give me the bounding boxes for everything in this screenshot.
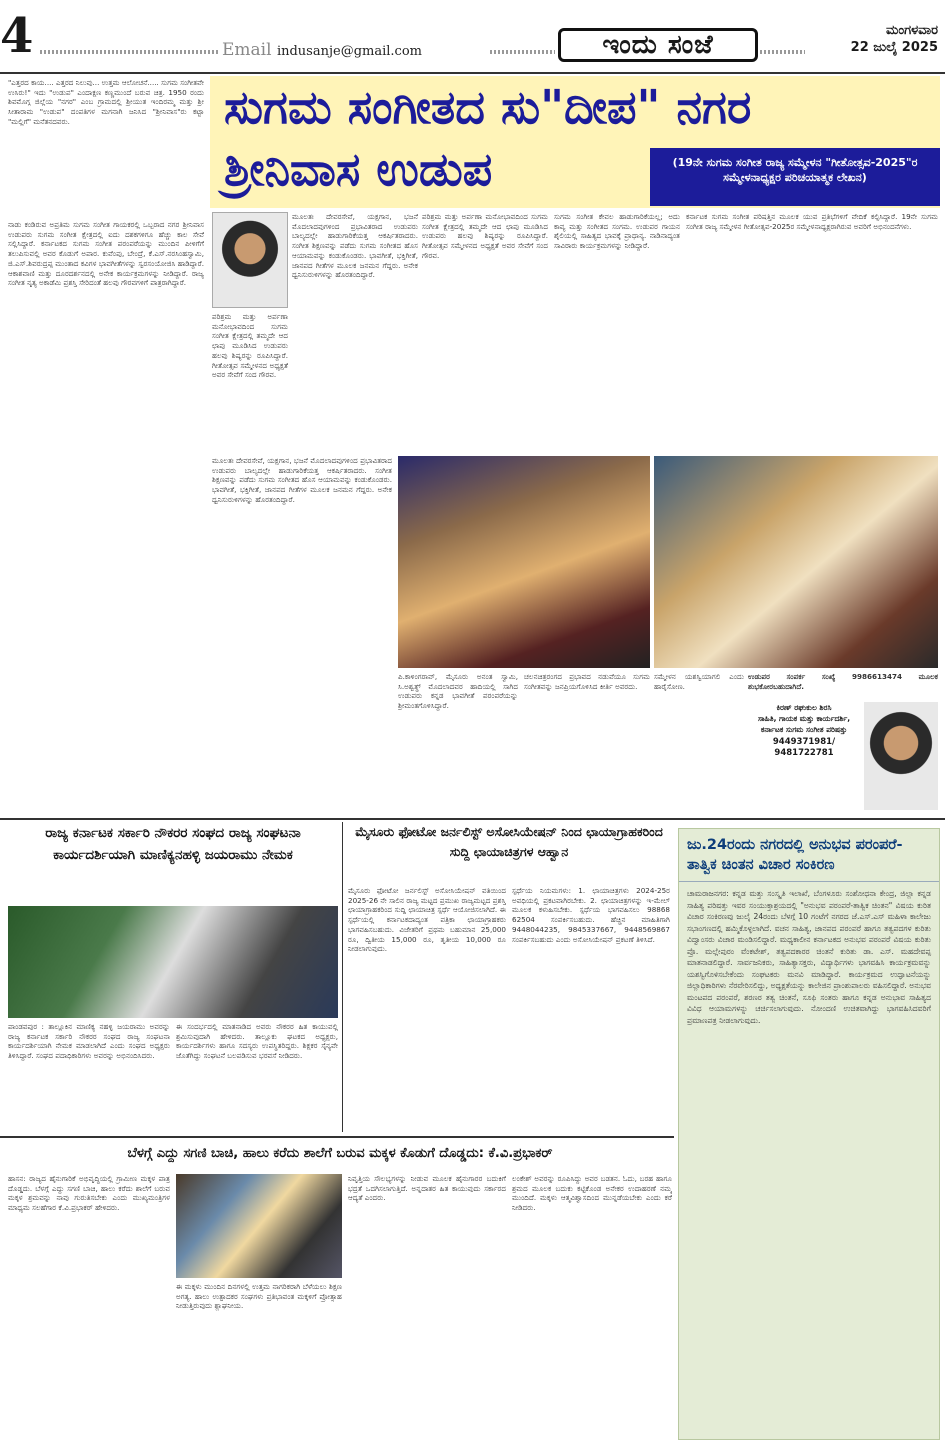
- photo-contest-column-2: ಸ್ಪರ್ಧೆಯ ನಿಯಮಗಳು: 1. ಛಾಯಾಚಿತ್ರಗಳು 2024-25ರ ಅವಧಿಯಲ್ಲಿ ಪ್ರಕಟವಾಗಿರಬೇಕು. 2. ಛಾಯಾಚಿತ್ರಗಳನ್ನು ಇ-ಮೇಲ್ ಮೂಲಕ ಕಳುಹಿಸಬೇಕು. ಸ್ಪರ್ಧೆಯ ಭಾಗವಹಿಸಲು 98868 62504 ಸಂಪರ್ಕಿಸಬಹುದು. ಹೆಚ್ಚಿನ ಮಾಹಿತಿಗಾಗಿ 9448044235, 9845337667, 9448569867 ಸಂಪರ್ಕಿಸಬಹುದು ಎಂದು ಅಸೋಸಿಯೇಷನ್ ಪ್ರಕಟಣೆ ತಿಳಿಸಿದೆ.: [512, 886, 670, 944]
- event-photo-2: [654, 456, 938, 668]
- author-role: ಸಾಹಿತಿ, ಗಾಯಕ ಮತ್ತು ಕಾರ್ಯದರ್ಶಿ, ಕರ್ನಾಟಕ ಸುಗಮ ಸಂಗೀತ ಪರಿಷತ್ತು: [757, 714, 851, 734]
- union-photo: [8, 906, 338, 1018]
- lead-column-4: ಸುಗಮ ಸಂಗೀತ ಕೇವಲ ಹಾಡುಗಾರಿಕೆಯಲ್ಲ; ಅದು ಕಾವ್ಯ ಮತ್ತು ಸಂಗೀತದ ಸಂಗಮ. ಉಡುಪರ ಗಾಯನ ಶೈಲಿಯಲ್ಲಿ ಸಾಹಿತ್ಯದ ಭಾವಕ್ಕೆ ಪ್ರಾಧಾನ್ಯ. ನಾಡಿನಾದ್ಯಂತ ಸಾವಿರಾರು ಕಾರ್ಯಕ್ರಮಗಳನ್ನು ನೀಡಿದ್ದಾರೆ.: [554, 212, 680, 251]
- under-photo-mid: ಚಲನಚಿತ್ರರಂಗದ ಪ್ರಭಾವದ ನಡುವೆಯೂ ಸುಗಮ ಸಂಗೀತವನ್ನು ಜನಪ್ರಿಯಗೊಳಿಸಿದ ಕೀರ್ತಿ ಅವರದು.: [524, 672, 650, 691]
- lead-column-3: ಪರಿಶ್ರಮ ಮತ್ತು ಅರ್ಪಣಾ ಮನೋಭಾವದಿಂದ ಸುಗಮ ಸಂಗೀತ ಕ್ಷೇತ್ರದಲ್ಲಿ ತಮ್ಮದೇ ಆದ ಛಾಪು ಮೂಡಿಸಿದ ಉಡುಪರು ಹಲವು ಶಿಷ್ಯರನ್ನು ರೂಪಿಸಿದ್ದಾರೆ. ಗೀತೋತ್ಸವ ಸಮ್ಮೇಳನದ ಅಧ್ಯಕ್ಷತೆ ಅವರ ಸೇವೆಗೆ ಸಂದ ಗೌರವ.: [422, 212, 548, 260]
- lead-column-5: ಕರ್ನಾಟಕ ಸುಗಮ ಸಂಗೀತ ಪರಿಷತ್ತಿನ ಮೂಲಕ ಯುವ ಪ್ರತಿಭೆಗಳಿಗೆ ವೇದಿಕೆ ಕಲ್ಪಿಸಿದ್ದಾರೆ. 19ನೇ ಸುಗಮ ಸಂಗೀತ ರಾಜ್ಯ ಸಮ್ಮೇಳನ ಗೀತೋತ್ಸವ-2025ರ ಸಮ್ಮೇಳನಾಧ್ಯಕ್ಷರಾಗಿರುವ ಅವರಿಗೆ ಅಭಿನಂದನೆಗಳು.: [686, 212, 938, 231]
- section-divider: [0, 1136, 674, 1138]
- lead-column-1: ನಾಡು ಕಂಡಿರುವ ಅಪ್ರತಿಮ ಸುಗಮ ಸಂಗೀತ ಗಾಯಕರಲ್ಲಿ ಒಬ್ಬರಾದ ನಗರ ಶ್ರೀನಿವಾಸ ಉಡುಪರು ಸುಗಮ ಸಂಗೀತ ಕ್ಷೇತ್ರದಲ್ಲಿ ಐದು ದಶಕಗಳಿಗೂ ಹೆಚ್ಚು ಕಾಲ ಸೇವೆ ಸಲ್ಲಿಸಿದ್ದಾರೆ. ಕರ್ನಾಟಕದ ಸುಗಮ ಸಂಗೀತ ಪರಂಪರೆಯನ್ನು ಮುಂದಿನ ಪೀಳಿಗೆಗೆ ತಲುಪಿಸುವಲ್ಲಿ ಅವರ ಕೊಡುಗೆ ಅಪಾರ. ಕುವೆಂಪು, ಬೇಂದ್ರೆ, ಕೆ.ಎಸ್.ನರಸಿಂಹಸ್ವಾಮಿ, ಜಿ.ಎಸ್.ಶಿವರುದ್ರಪ್ಪ ಮುಂತಾದ ಕವಿಗಳ ಭಾವಗೀತೆಗಳನ್ನು ಸ್ವರಸಂಯೋಜಿಸಿ ಹಾಡಿದ್ದಾರೆ. ಆಕಾಶವಾಣಿ ಮತ್ತು ದೂರದರ್ಶನದಲ್ಲಿ ಅನೇಕ ಕಾರ್ಯಕ್ರಮಗಳನ್ನು ನೀಡಿದ್ದಾರೆ. ರಾಜ್ಯ ಸಂಗೀತ ನೃತ್ಯ ಅಕಾಡೆಮಿ ಪ್ರಶಸ್ತಿ ಸೇರಿದಂತೆ ಹಲವು ಗೌರವಗಳಿಗೆ ಪಾತ್ರರಾಗಿದ್ದಾರೆ.: [8, 220, 204, 288]
- lead-column-mid: ಮೂಲತಃ ದೇವರಸೇವೆ, ಯಕ್ಷಗಾನ, ಭಜನೆ ಮೊದಲಾದವುಗಳಿಂದ ಪ್ರಭಾವಿತರಾದ ಉಡುಪರು ಬಾಲ್ಯದಲ್ಲೇ ಹಾಡುಗಾರಿಕೆಯತ್ತ ಆಕರ್ಷಿತರಾದರು. ಸಂಗೀತ ಶಿಕ್ಷಣವನ್ನು ಪಡೆದು ಸುಗಮ ಸಂಗೀತದ ಹೊಸ ಆಯಾಮವನ್ನು ಕಂಡುಕೊಂಡರು. ಭಾವಗೀತೆ, ಭಕ್ತಿಗೀತೆ, ಜಾನಪದ ಗೀತೆಗಳ ಮೂಲಕ ಜನಮನ ಗೆದ್ದರು. ಅನೇಕ ಧ್ವನಿಸುರುಳಿಗಳನ್ನು ಹೊರತಂದಿದ್ದಾರೆ.: [212, 456, 392, 504]
- header-rule: [40, 50, 220, 54]
- milk-column-1: ಹಾಸನ: ರಾಜ್ಯದ ಹೈನುಗಾರಿಕೆ ಅಭಿವೃದ್ಧಿಯಲ್ಲಿ ಗ್ರಾಮೀಣ ಮಕ್ಕಳ ಪಾತ್ರ ದೊಡ್ಡದು. ಬೆಳಗ್ಗೆ ಎದ್ದು ಸಗಣಿ ಬಾಚಿ, ಹಾಲು ಕರೆದು ಶಾಲೆಗೆ ಬರುವ ಮಕ್ಕಳ ಶ್ರಮವನ್ನು ನಾವು ಗುರುತಿಸಬೇಕು ಎಂದು ಮುಖ್ಯಮಂತ್ರಿಗಳ ಮಾಧ್ಯಮ ಸಲಹೆಗಾರ ಕೆ.ವಿ.ಪ್ರಭಾಕರ್ ಹೇಳಿದರು.: [8, 1174, 170, 1213]
- date-label: 22 ಜುಲೈ 2025: [850, 40, 938, 55]
- header-rule: [760, 50, 805, 54]
- lead-column-2: ಮೂಲತಃ ದೇವರಸೇವೆ, ಯಕ್ಷಗಾನ, ಭಜನೆ ಮೊದಲಾದವುಗಳಿಂದ ಪ್ರಭಾವಿತರಾದ ಉಡುಪರು ಬಾಲ್ಯದಲ್ಲೇ ಹಾಡುಗಾರಿಕೆಯತ್ತ ಆಕರ್ಷಿತರಾದರು. ಸಂಗೀತ ಶಿಕ್ಷಣವನ್ನು ಪಡೆದು ಸುಗಮ ಸಂಗೀತದ ಹೊಸ ಆಯಾಮವನ್ನು ಕಂಡುಕೊಂಡರು. ಭಾವಗೀತೆ, ಭಕ್ತಿಗೀತೆ, ಜಾನಪದ ಗೀತೆಗಳ ಮೂಲಕ ಜನಮನ ಗೆದ್ದರು. ಅನೇಕ ಧ್ವನಿಸುರುಳಿಗಳನ್ನು ಹೊರತಂದಿದ್ದಾರೆ.: [292, 212, 418, 280]
- intro-text: "ಎತ್ತರದ ಕಾಯ.... ಎತ್ತರದ ನಿಲುವು... ಉತ್ತಮ ಆಲೋಚನೆ..... ಸುಗಮ ಸಂಗೀತವೇ ಉಸಿರು!" ಇದು "ಉಡುಪ" ಎಂದಾಕ್ಷಣ ಕಣ್ಣಮುಂದೆ ಬರುವ ಚಿತ್ರ. 1950 ರಂದು ಶಿವಮೊಗ್ಗ ಜಿಲ್ಲೆಯ "ನಗರ" ಎಂಬ ಗ್ರಾಮದಲ್ಲಿ ಶ್ರೀಯುತ ಇಂದಿರಮ್ಮ ಮತ್ತು ಶ್ರೀ ಸೀತಾರಾಮ "ಉಡುಪ" ದಂಪತಿಗಳ ಮಗನಾಗಿ ಜನಿಸಿದ "ಶ್ರೀನಿವಾಸ"ರು ಕಟ್ಟಾ "ಮಲ್ಲಿಗೆ" ಮನೆತನದವರು.: [8, 78, 204, 126]
- page-number: 4: [0, 10, 34, 62]
- lead-subtitle-box: (19ನೇ ಸುಗಮ ಸಂಗೀತ ರಾಜ್ಯ ಸಮ್ಮೇಳನ "ಗೀತೋತ್ಸವ-2025"ರ ಸಮ್ಮೇಳನಾಧ್ಯಕ್ಷರ ಪರಿಚಯಾತ್ಮಕ ಲೇಖನ): [650, 148, 940, 206]
- date-box: [808, 22, 938, 66]
- udupa-portrait: [212, 212, 288, 308]
- author-phone: 9449371981/ 9481722781: [772, 737, 836, 758]
- milk-column-3: ನಿವೃತ್ತಿಯ ಸೌಲಭ್ಯಗಳನ್ನು ನೀಡುವ ಮೂಲಕ ಹೈನುಗಾರರ ಬದುಕಿಗೆ ಭದ್ರತೆ ಒದಗಿಸಲಾಗುತ್ತಿದೆ. ಅನ್ನದಾತರ ಹಿತ ಕಾಯುವುದು ಸರ್ಕಾರದ ಆದ್ಯತೆ ಎಂದರು.: [348, 1174, 506, 1203]
- milk-column-2: ಈ ಮಕ್ಕಳು ಮುಂದಿನ ದಿನಗಳಲ್ಲಿ ಉತ್ತಮ ನಾಗರಿಕರಾಗಿ ಬೆಳೆಯಲು ಶಿಕ್ಷಣ ಅಗತ್ಯ. ಹಾಲು ಉತ್ಪಾದಕರ ಸಂಘಗಳು ಪ್ರತಿಭಾವಂತ ಮಕ್ಕಳಿಗೆ ಪ್ರೋತ್ಸಾಹ ನೀಡುತ್ತಿರುವುದು ಶ್ಲಾಘನೀಯ.: [176, 1282, 342, 1311]
- seminar-body: ಚಾಮರಾಜನಗರ: ಕನ್ನಡ ಮತ್ತು ಸಂಸ್ಕೃತಿ ಇಲಾಖೆ, ಬೆಂಗಳೂರು ಸಂಶೋಧನಾ ಕೇಂದ್ರ, ಜಿಲ್ಲಾ ಕನ್ನಡ ಸಾಹಿತ್ಯ ಪರಿಷತ್ತು ಇವರ ಸಂಯುಕ್ತಾಶ್ರಯದಲ್ಲಿ "ಅನುಭವ ಪರಂಪರೆ-ತಾತ್ವಿಕ ಚಿಂತನ" ವಿಷಯ ಕುರಿತ ವಿಚಾರ ಸಂಕಿರಣವು ಜುಲೈ 24ರಂದು ಬೆಳಗ್ಗೆ 10 ಗಂಟೆಗೆ ನಗರದ ಜೆ.ಎಸ್.ಎಸ್ ಮಹಿಳಾ ಕಾಲೇಜು ಸಭಾಂಗಣದಲ್ಲಿ ಹಮ್ಮಿಕೊಳ್ಳಲಾಗಿದೆ. ವಚನ ಸಾಹಿತ್ಯ, ಜಾನಪದ ಪರಂಪರೆ ಹಾಗೂ ತತ್ವಪದಗಳ ಕುರಿತು ವಿದ್ವಾಂಸರು ವಿಚಾರ ಮಂಡಿಸಲಿದ್ದಾರೆ. ಮಧ್ಯಕಾಲೀನ ಕರ್ನಾಟಕದ ಅನುಭವ ಪರಂಪರೆ ವಿಷಯ ಕುರಿತು ಪ್ರೊ. ಮಲ್ಲೇಪುರಂ ವೆಂಕಟೇಶ್, ತತ್ವಪದಕಾರರ ಚಿಂತನೆ ಕುರಿತು ಡಾ. ಎಸ್. ಮಹದೇವಪ್ಪ ಮಾತನಾಡಲಿದ್ದಾರೆ. ಸಾರ್ವಜನಿಕರು, ಸಾಹಿತ್ಯಾಸಕ್ತರು, ವಿದ್ಯಾರ್ಥಿಗಳು ಭಾಗವಹಿಸಿ ಕಾರ್ಯಕ್ರಮವನ್ನು ಯಶಸ್ವಿಗೊಳಿಸಬೇಕೆಂದು ಸಂಘಟಕರು ಮನವಿ ಮಾಡಿದ್ದಾರೆ. ಕಾರ್ಯಕ್ರಮದ ಉದ್ಘಾಟನೆಯನ್ನು ಜಿಲ್ಲಾಧಿಕಾರಿಗಳು ನೆರವೇರಿಸಲಿದ್ದು, ಅಧ್ಯಕ್ಷತೆಯನ್ನು ಕಾಲೇಜಿನ ಪ್ರಾಂಶುಪಾಲರು ವಹಿಸಲಿದ್ದಾರೆ. ಅನುಭವ ಮಂಟಪದ ಪರಂಪರೆ, ಶರಣರ ತತ್ವ ಚಿಂತನೆ, ಸೂಫಿ ಸಂತರು ಹಾಗೂ ಕನ್ನಡ ಅನುಭಾವ ಸಾಹಿತ್ಯದ ವಿವಿಧ ಆಯಾಮಗಳನ್ನು ಚರ್ಚಿಸಲಾಗುವುದು. ನೋಂದಣಿ ಉಚಿತವಾಗಿದ್ದು ಭಾಗವಹಿಸಿದವರಿಗೆ ಪ್ರಮಾಣಪತ್ರ ನೀಡಲಾಗುವುದು.: [687, 889, 931, 1025]
- photo-contest-headline: ಮೈಸೂರು ಫೋಟೋ ಜರ್ನಲಿಸ್ಟ್ ಅಸೋಸಿಯೇಷನ್ ನಿಂದ ಛಾಯಾಗ್ರಾಹಕರಿಂದ ಸುದ್ದಿ ಛಾಯಾಚಿತ್ರಗಳ ಆಹ್ವಾನ: [355, 824, 663, 859]
- author-name: ಕಿರಣ್ ರಘುಕುಲ ಶಿರಸಿ: [776, 703, 832, 712]
- email-label: Email: [222, 40, 272, 60]
- seminar-box: [678, 828, 940, 1440]
- lead-column-2b: ಪರಿಶ್ರಮ ಮತ್ತು ಅರ್ಪಣಾ ಮನೋಭಾವದಿಂದ ಸುಗಮ ಸಂಗೀತ ಕ್ಷೇತ್ರದಲ್ಲಿ ತಮ್ಮದೇ ಆದ ಛಾಪು ಮೂಡಿಸಿದ ಉಡುಪರು ಹಲವು ಶಿಷ್ಯರನ್ನು ರೂಪಿಸಿದ್ದಾರೆ. ಗೀತೋತ್ಸವ ಸಮ್ಮೇಳನದ ಅಧ್ಯಕ್ಷತೆ ಅವರ ಸೇವೆಗೆ ಸಂದ ಗೌರವ.: [212, 312, 288, 380]
- email-line: [222, 40, 482, 62]
- header-rule: [490, 50, 555, 54]
- masthead-logo: ಇಂದು ಸಂಜೆ: [558, 28, 758, 62]
- union-column-1: ಪಾಂಡವಪುರ : ತಾಲ್ಲೂಕಿನ ಮಾಣಿಕ್ಯ ನಹಳ್ಳಿ ಜಯರಾಮು ಅವರನ್ನು ರಾಜ್ಯ ಕರ್ನಾಟಕ ಸರ್ಕಾರಿ ನೌಕರರ ಸಂಘದ ರಾಜ್ಯ ಸಂಘಟನಾ ಕಾರ್ಯದರ್ಶಿಯಾಗಿ ನೇಮಕ ಮಾಡಲಾಗಿದೆ ಎಂದು ಸಂಘದ ಅಧ್ಯಕ್ಷರು ತಿಳಿಸಿದ್ದಾರೆ. ಸಂಘದ ಪದಾಧಿಕಾರಿಗಳು ಅವರನ್ನು ಅಭಿನಂದಿಸಿದರು.: [8, 1022, 170, 1061]
- section-divider: [0, 818, 945, 820]
- union-headline: ರಾಜ್ಯ ಕರ್ನಾಟಕ ಸರ್ಕಾರಿ ನೌಕರರ ಸಂಘದ ರಾಜ್ಯ ಸಂಘಟನಾ ಕಾರ್ಯದರ್ಶಿಯಾಗಿ ಮಾಣಿಕ್ಯನಹಳ್ಳಿ ಜಯರಾಮು ನೇಮಕ: [45, 825, 301, 863]
- day-label: ಮಂಗಳವಾರ: [885, 23, 938, 38]
- author-photo: [864, 702, 938, 810]
- photo-contest-column-1: ಮೈಸೂರು ಫೋಟೋ ಜರ್ನಲಿಸ್ಟ್ ಅಸೋಸಿಯೇಷನ್ ವತಿಯಿಂದ 2025-26 ನೇ ಸಾಲಿನ ರಾಜ್ಯ ಮಟ್ಟದ ಪ್ರಮುಖ ರಾಜ್ಯಮಟ್ಟದ ಪ್ರಶಸ್ತಿ ಛಾಯಾಗ್ರಾಹಕರಿಂದ ಸುದ್ದಿ ಛಾಯಾಚಿತ್ರ ಸ್ಪರ್ಧೆ ಆಯೋಜಿಸಲಾಗಿದೆ. ಈ ಸ್ಪರ್ಧೆಯಲ್ಲಿ ಕರ್ನಾಟಕದಾದ್ಯಂತ ಪತ್ರಿಕಾ ಛಾಯಾಗ್ರಾಹಕರು ಭಾಗವಹಿಸಬಹುದು. ವಿಜೇತರಿಗೆ ಪ್ರಥಮ ಬಹುಮಾನ 25,000 ರೂ, ದ್ವಿತೀಯ 15,000 ರೂ, ತೃತೀಯ 10,000 ರೂ ನೀಡಲಾಗುವುದು.: [348, 886, 506, 954]
- under-photo-left: ಪಿ.ಕಾಳಿಂಗರಾವ್, ಮೈಸೂರು ಅನಂತ ಸ್ವಾಮಿ, ಸಿ.ಅಶ್ವತ್ಥ್ ಮೊದಲಾದವರ ಹಾದಿಯಲ್ಲಿ ಸಾಗಿದ ಉಡುಪರು ಕನ್ನಡ ಭಾವಗೀತೆ ಪರಂಪರೆಯನ್ನು ಶ್ರೀಮಂತಗೊಳಿಸಿದ್ದಾರೆ.: [398, 672, 518, 711]
- page-header: [0, 0, 945, 74]
- seminar-headline: ಜು.24ರಂದು ನಗರದಲ್ಲಿ ಅನುಭವ ಪರಂಪರೆ-ತಾತ್ವಿಕ ಚಿಂತನ ವಿಚಾರ ಸಂಕಿರಣ: [679, 829, 939, 882]
- headline-line-2: ಶ್ರೀನಿವಾಸ ಉಡುಪ: [224, 142, 493, 196]
- milk-headline: ಬೆಳಗ್ಗೆ ಎದ್ದು ಸಗಣಿ ಬಾಚಿ, ಹಾಲು ಕರೆದು ಶಾಲೆಗೆ ಬರುವ ಮಕ್ಕಳ ಕೊಡುಗೆ ದೊಡ್ಡದು: ಕೆ.ವಿ.ಪ್ರಭಾಕರ್: [127, 1146, 553, 1161]
- contact-caption: ಉಡುಪರ ಸಂಪರ್ಕ ಸಂಖ್ಯೆ 9986613474 ಮೂಲಕ ಶುಭಕೋರಬಹುದಾಗಿದೆ.: [748, 672, 938, 691]
- column-rule: [342, 822, 343, 1132]
- milk-event-photo: [176, 1174, 342, 1278]
- event-photo-1: [398, 456, 650, 668]
- author-block: [748, 702, 860, 812]
- headline-line-1: ಸುಗಮ ಸಂಗೀತದ ಸು"ದೀಪ" ನಗರ: [224, 80, 752, 134]
- milk-column-4: ಲಂಕೇಶ್ ಅವರನ್ನು ರೂಪಿಸಿದ್ದು ಅವರ ಬಡತನ. ಓದು, ಬರಹ ಹಾಗೂ ಶ್ರಮದ ಮೂಲಕ ಬದುಕು ಕಟ್ಟಿಕೊಂಡ ಅನೇಕರ ಉದಾಹರಣೆ ನಮ್ಮ ಮುಂದಿದೆ. ಮಕ್ಕಳು ಆತ್ಮವಿಶ್ವಾಸದಿಂದ ಮುನ್ನಡೆಯಬೇಕು ಎಂದು ಕರೆ ನೀಡಿದರು.: [512, 1174, 672, 1213]
- email-address: indusanje@gmail.com: [276, 44, 422, 59]
- under-photo-right: ಸಮ್ಮೇಳನ ಯಶಸ್ವಿಯಾಗಲಿ ಎಂದು ಹಾರೈಸೋಣ.: [654, 672, 744, 691]
- union-column-2: ಈ ಸಂದರ್ಭದಲ್ಲಿ ಮಾತನಾಡಿದ ಅವರು ನೌಕರರ ಹಿತ ಕಾಯುವಲ್ಲಿ ಶ್ರಮಿಸುವುದಾಗಿ ಹೇಳಿದರು. ತಾಲ್ಲೂಕು ಘಟಕದ ಅಧ್ಯಕ್ಷರು, ಕಾರ್ಯದರ್ಶಿಗಳು ಹಾಗೂ ಸದಸ್ಯರು ಉಪಸ್ಥಿತರಿದ್ದರು. ಶಿಕ್ಷಕರ ಸೈನ್ಯವೇ ಜೊತೆಗಿದ್ದು ಸಂಘಟನೆ ಬಲಪಡಿಸುವ ಭರವಸೆ ನೀಡಿದರು.: [176, 1022, 338, 1061]
